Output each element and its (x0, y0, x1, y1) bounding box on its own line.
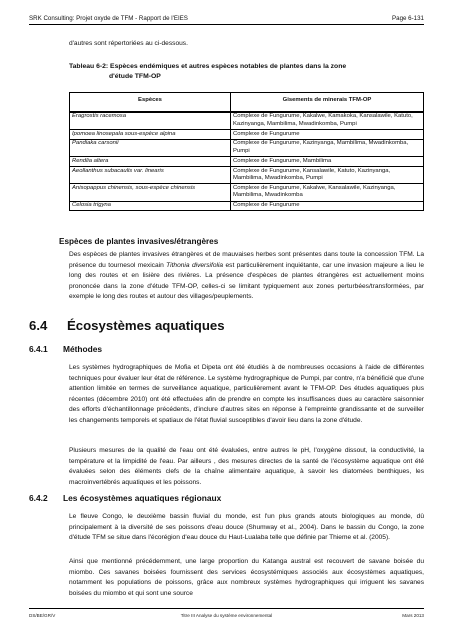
table-caption-line1: Tableau 6-2: Espèces endémiques et autres espèces notables de plantes dans la zone (69, 63, 347, 70)
page-footer (29, 608, 424, 620)
species-name: Anisopappus chinensis, sous-espèce chinensis (70, 184, 231, 201)
table-row (70, 112, 424, 130)
header-deposits: Gisements de minerais TFM-OP (231, 93, 424, 112)
methods-heading (29, 344, 102, 355)
methods-paragraph-2: Plusieurs mesures de la qualité de l'eau ont été évaluées, entre autres le pH, l'oxygène dissout, la conductivité, la température et la limpidité de l'eau. Par ailleurs , des mesures directes de la santé de l'écosystème aquatique ont été évaluées selon des éléments clefs de la chaîne alimentaire aquatique, à savoir les diatomées benthiques, les macroinvertébrés aquatiques et les poissons. (69, 447, 424, 486)
section-heading (29, 317, 225, 335)
species-name: Rendlia altera (70, 157, 231, 167)
regional-paragraph-1: Le fleuve Congo, le deuxième bassin fluvial du monde, est l'un plus grands atouts biologiques au monde, dû principalement à la diversité de ses poissons d'eau douce (Shumway et al., 2004). Dans le bassin du Congo, la zone d'étude TFM se situe dans l'écorégion d'eau douce du Haut-Lualaba telle que définie par Thieme et al. (2005). (69, 513, 424, 542)
deposit-list: Complexe de Fungurume (231, 129, 424, 139)
page-number: Page 6-131 (392, 15, 424, 22)
species-name: Celosia trigyna (70, 201, 231, 211)
methods-title: Méthodes (63, 344, 103, 354)
deposit-list: Complexe de Fungurume, Kansalawile, Katuto, Kazinyanga, Mambilima, Mwadinkomba, Pumpi (231, 166, 424, 183)
species-name: Eragrostis racemosa (70, 112, 231, 130)
section-number: 6.4 (29, 318, 48, 333)
deposit-list: Complexe de Fungurume, Kakalwe, Kamakoka, Kansalawile, Katuto, Kazinyanga, Mambilima, Mwadinkomba, Pumpi (231, 112, 424, 130)
header-title: SRK Consulting: Projet oxyde de TFM - Rapport de l'EIES (29, 15, 188, 22)
species-name: Aeollanthus subacaulis var. linearis (70, 166, 231, 183)
section-title: Écosystèmes aquatiques (67, 318, 225, 333)
scientific-name: Tithonia diversifolia (166, 261, 224, 269)
table-row (70, 157, 424, 167)
deposit-list: Complexe de Fungurume, Kakalwe, Kansalawile, Kazinyanga, Mambilima, Mwadinkomba (231, 184, 424, 201)
invasive-heading: Espèces de plantes invasives/étrangères (59, 237, 219, 246)
table-row (70, 129, 424, 139)
methods-number: 6.4.1 (29, 344, 48, 354)
species-name: Ipomoea linosepala sous-espèce alpina (70, 129, 231, 139)
deposit-list: Complexe de Fungurume (231, 201, 424, 211)
table-header-row (70, 93, 424, 112)
regional-paragraph-2: Ainsi que mentionné précédemment, une large proportion du Katanga austral est recouvert de savane boisée du miombo. Ces savanes boisées fournissent des services écosystémiques associés aux écosystèmes aquatiques, notamment les populations de poissons, grâce aux nombreux systèmes hydrographiques qui irriguent les savanes boisées du miombo et qui sont une source (69, 558, 424, 597)
table-row (70, 184, 424, 201)
species-table (69, 92, 424, 211)
species-name: Pandiaka carsonii (70, 139, 231, 156)
page-header (29, 14, 424, 25)
table-row (70, 201, 424, 211)
footer-title: Titre III Analyse du système environnemental (180, 613, 273, 618)
table-caption-line2: d'étude TFM-OP (109, 73, 161, 81)
regional-heading (29, 493, 221, 504)
deposit-list: Complexe de Fungurume, Kazinyanga, Mambilima, Mwadinkomba, Pumpi (231, 139, 424, 156)
footer-ref: DS/BE/GR/V (29, 613, 56, 618)
deposit-list: Complexe de Fungurume, Mambilima (231, 157, 424, 167)
header-species: Espèces (70, 93, 231, 112)
table-caption (69, 62, 424, 83)
invasive-paragraph: Des espèces de plantes invasives étrangères et de mauvaises herbes sont présentes dans toute la concession TFM. La présence du tournesol mexicain Tithonia diversifolia est particulièrement inquiétante, car une invasion majeure a lieu le long des routes et en lisière des rivières. La présence d'espèces de plantes étrangères est actuellement moins prononcée dans la zone d'étude TFM-OP, celles-ci se limitant typiquement aux zones perturbées/transformées, par exemple le long des routes et autour des villages/peuplements. (69, 251, 424, 301)
regional-title: Les écosystèmes aquatiques régionaux (63, 493, 222, 503)
table-row (70, 139, 424, 156)
footer-date: Mars 2013 (402, 613, 424, 618)
regional-number: 6.4.2 (29, 493, 48, 503)
methods-paragraph-1: Les systèmes hydrographiques de Mofia et Dipeta ont été étudiés à de nombreuses occasions à l'aide de différentes techniques pour évaluer leur état de référence. Le système hydrographique de Pumpi, par contre, n'a bénéficié que d'une attention limitée en termes de surveillance aquatique, particulièrement avant le TFM-OP. Des études aquatiques plus récentes (décembre 2010) ont été effectuées afin de prendre en compte les insuffisances dues au caractère saisonnier des efforts d'échantillonnage précédents, d'inclure d'autres sites en réponse à l'empreinte grandissante et de surveiller les changements temporels et spatiaux de l'état fluvial susceptibles d'avoir lieu dans la zone d'étude. (69, 364, 424, 424)
table-row (70, 166, 424, 183)
intro-line: d'autres sont répertoriées au ci-dessous. (69, 40, 188, 47)
